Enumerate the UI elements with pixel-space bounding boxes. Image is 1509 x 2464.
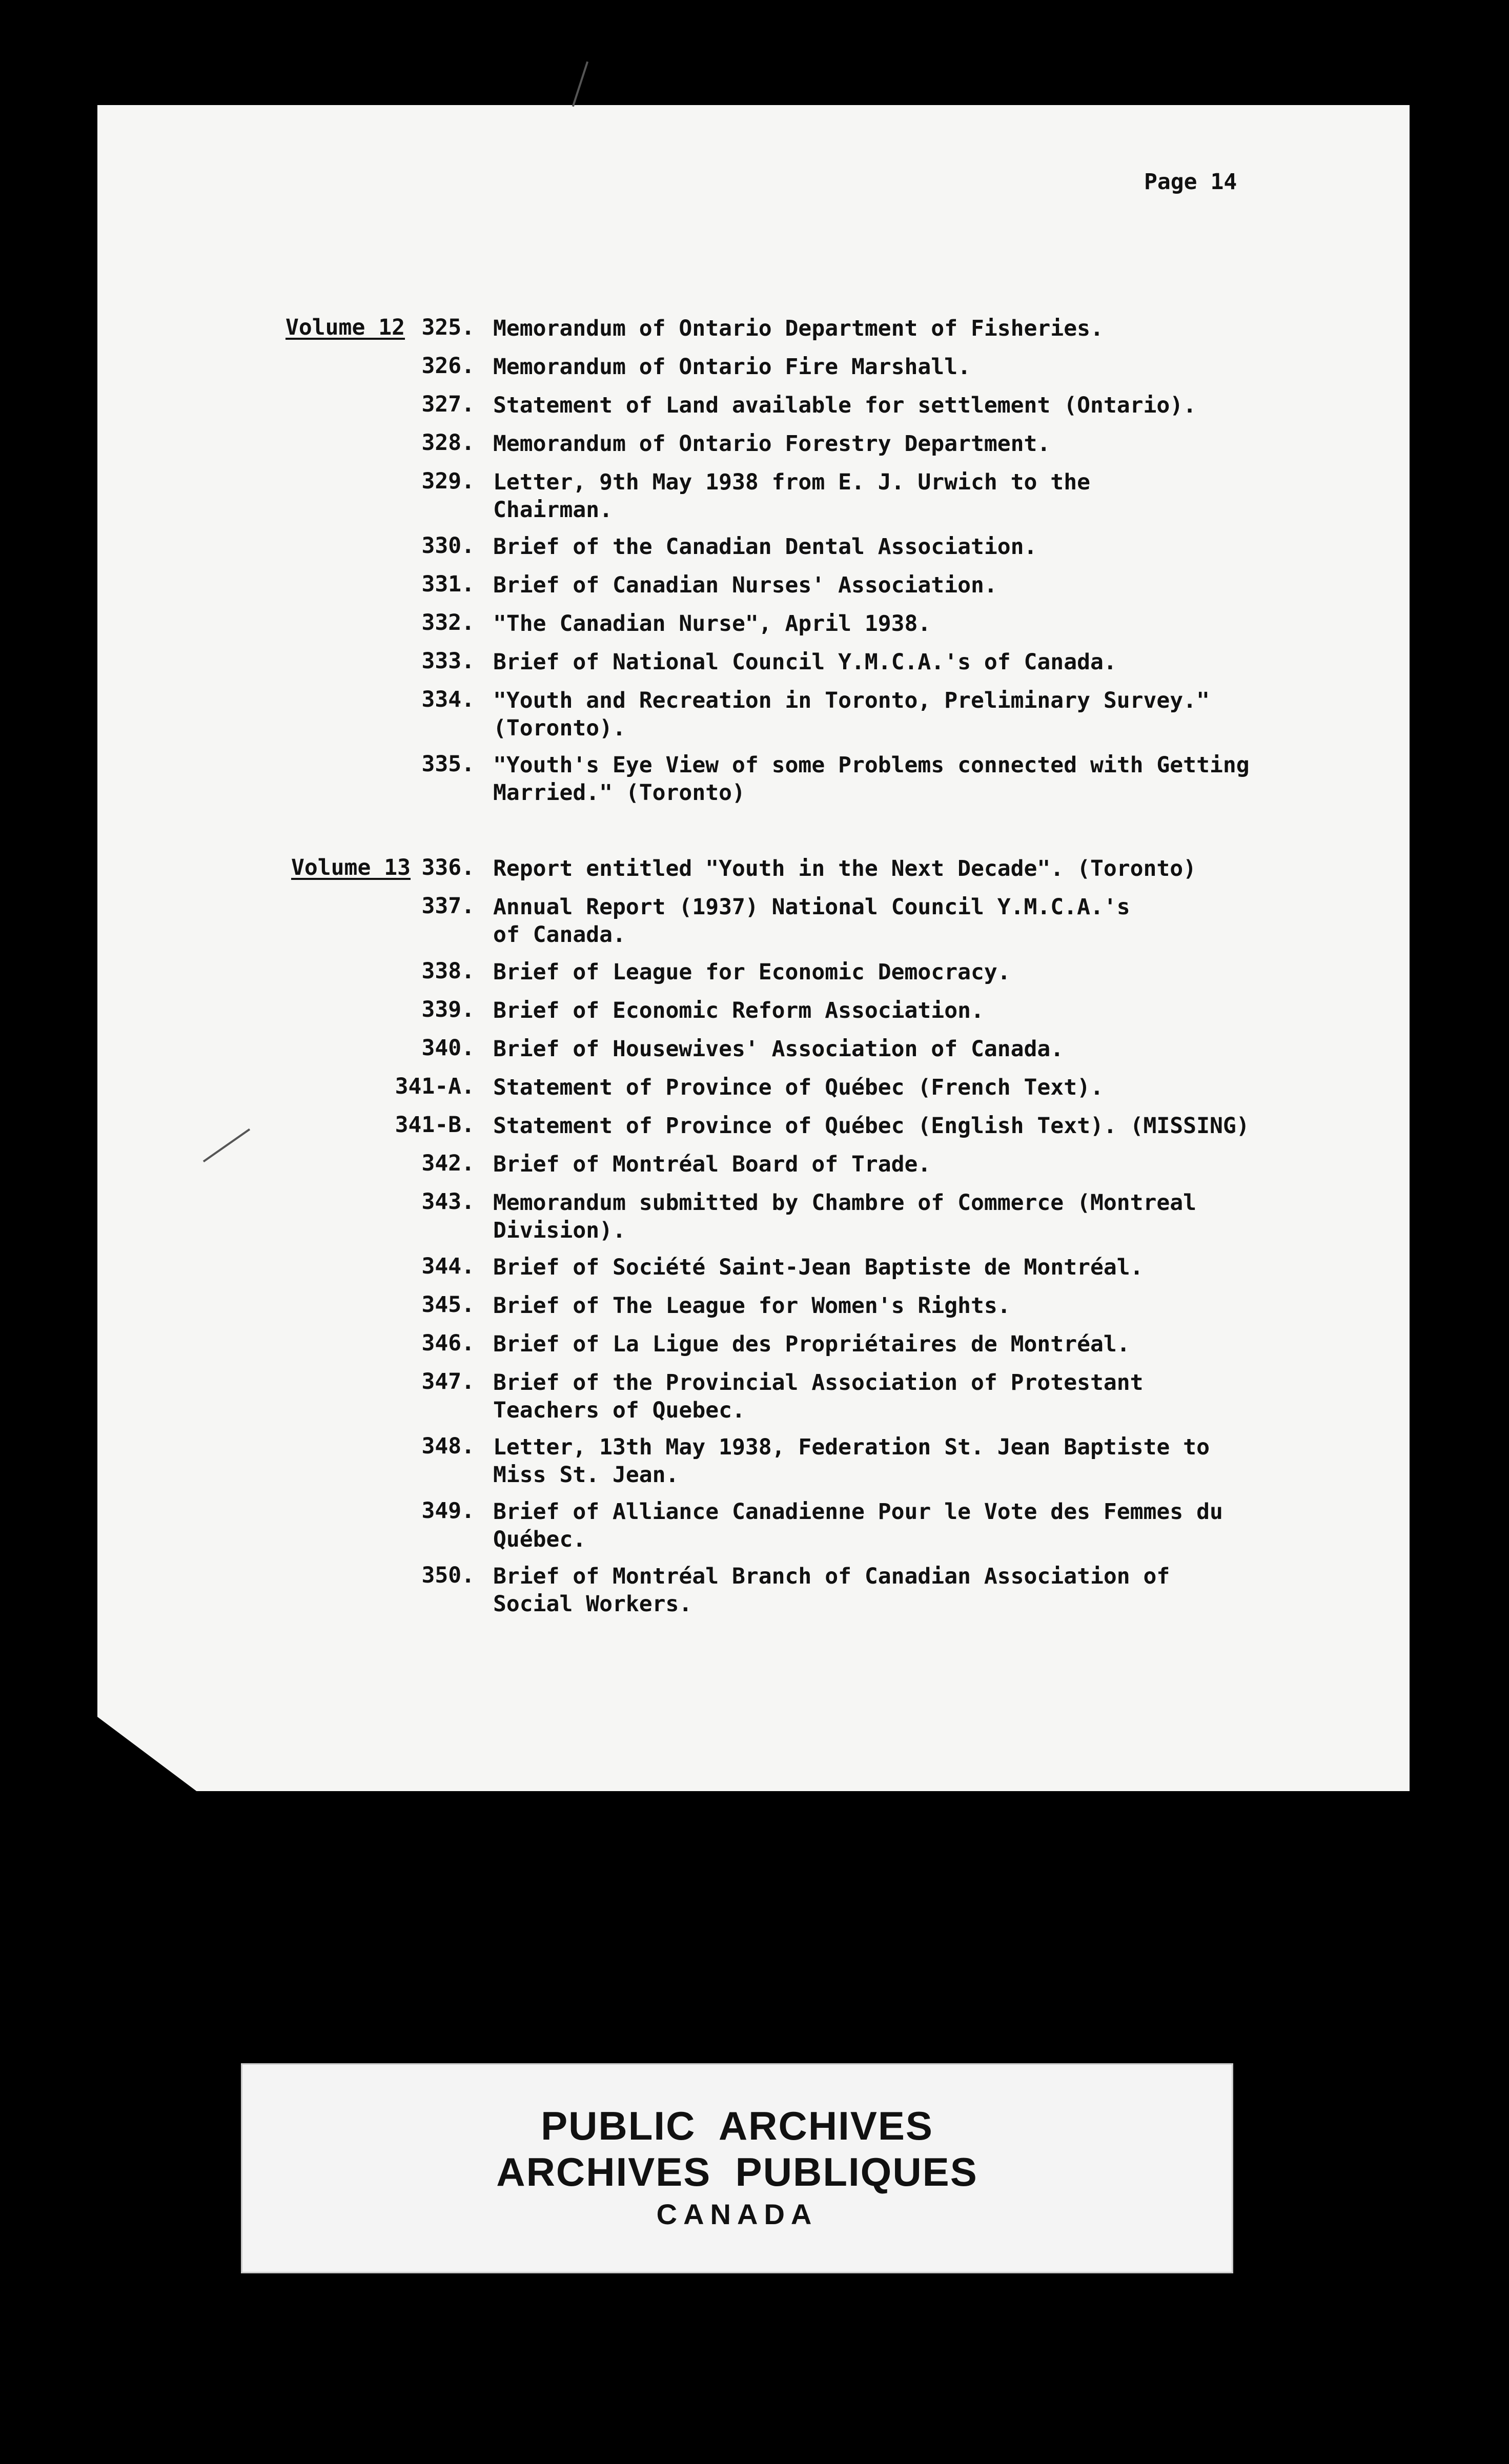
entry-text: Statement of Province of Québec (English Text). (MISSING)	[493, 1113, 1250, 1139]
entry-number: 343.	[421, 1189, 475, 1215]
volume-13-label: Volume 13	[291, 855, 411, 880]
entry-text: Letter, 13th May 1938, Federation St. Jean Baptiste to Miss St. Jean.	[493, 1434, 1210, 1488]
entry-number: 348.	[421, 1433, 475, 1459]
archive-label-text	[242, 2065, 1232, 2272]
entry-number: 342.	[421, 1151, 475, 1176]
entry-number: 336.	[421, 855, 475, 880]
entry-text: Brief of Canadian Nurses' Association.	[493, 572, 997, 598]
entry-text: Brief of The League for Women's Rights.	[493, 1293, 1011, 1319]
entry-text: "Youth's Eye View of some Problems connected with Getting Married." (Toronto)	[493, 752, 1250, 806]
entry-number: 349.	[421, 1498, 475, 1524]
entry-text: Brief of Economic Reform Association.	[493, 998, 984, 1023]
entry-text: Memorandum of Ontario Forestry Department.	[493, 431, 1051, 457]
entry-number: 345.	[421, 1292, 475, 1318]
entry-number: 326.	[421, 353, 475, 379]
archive-label-line-2: ARCHIVES PUBLIQUES	[496, 2149, 978, 2194]
entry-number: 332.	[421, 610, 475, 635]
entry-text: Brief of Housewives' Association of Canada.	[493, 1036, 1064, 1062]
archive-label-card	[241, 2063, 1233, 2273]
entry-number: 338.	[421, 958, 475, 984]
entry-text: Report entitled "Youth in the Next Decade". (Toronto)	[493, 856, 1197, 881]
entry-text: Memorandum submitted by Chambre of Commerce (Montreal Division).	[493, 1190, 1197, 1243]
entry-number: 330.	[421, 533, 475, 559]
entry-number: 325.	[421, 315, 475, 340]
entry-text: Brief of League for Economic Democracy.	[493, 959, 1011, 985]
entry-text: Brief of La Ligue des Propriétaires de Montréal.	[493, 1331, 1130, 1357]
entry-text: Brief of Montréal Board of Trade.	[493, 1152, 931, 1177]
entry-number: 347.	[421, 1369, 475, 1394]
entry-number: 327.	[421, 392, 475, 417]
stray-pen-mark	[572, 61, 588, 107]
entry-number: 340.	[421, 1035, 475, 1061]
entry-text: Memorandum of Ontario Fire Marshall.	[493, 354, 971, 380]
entry-text: Memorandum of Ontario Department of Fisheries.	[493, 316, 1104, 341]
entry-text: Brief of Alliance Canadienne Pour le Vote des Femmes du Québec.	[493, 1499, 1223, 1552]
archive-label-line-3: CANADA	[656, 2198, 818, 2230]
volume-12-label: Volume 12	[286, 315, 405, 340]
entry-text: Letter, 9th May 1938 from E. J. Urwich to the Chairman.	[493, 469, 1090, 523]
entry-text: Brief of National Council Y.M.C.A.'s of Canada.	[493, 649, 1117, 675]
entry-number: 341-A.	[395, 1074, 475, 1099]
entry-text: "Youth and Recreation in Toronto, Preliminary Survey." (Toronto).	[493, 688, 1210, 741]
entry-text: Statement of Land available for settlement (Ontario).	[493, 393, 1197, 418]
entry-number: 329.	[421, 468, 475, 494]
page-number: Page 14	[1144, 169, 1237, 195]
entry-number: 334.	[421, 687, 475, 712]
entry-number: 337.	[421, 893, 475, 919]
entry-number: 346.	[421, 1330, 475, 1356]
entry-text: Annual Report (1937) National Council Y.M.C.A.'s of Canada.	[493, 894, 1130, 948]
entry-number: 350.	[421, 1563, 475, 1588]
entry-number: 344.	[421, 1254, 475, 1279]
entry-number: 328.	[421, 430, 475, 456]
archive-label-line-1: PUBLIC ARCHIVES	[541, 2103, 933, 2148]
entry-number: 341-B.	[395, 1112, 475, 1138]
entry-number: 331.	[421, 571, 475, 597]
entry-text: "The Canadian Nurse", April 1938.	[493, 611, 931, 636]
entry-text: Brief of Montréal Branch of Canadian Association of Social Workers.	[493, 1564, 1170, 1617]
entry-text: Statement of Province of Québec (French Text).	[493, 1075, 1104, 1100]
entry-text: Brief of the Canadian Dental Association.	[493, 534, 1037, 560]
entry-text: Brief of the Provincial Association of Protestant Teachers of Quebec.	[493, 1370, 1144, 1423]
folded-corner	[97, 1717, 200, 1794]
entry-number: 339.	[421, 997, 475, 1022]
entry-number: 335.	[421, 751, 475, 777]
entry-number: 333.	[421, 648, 475, 674]
entry-text: Brief of Société Saint-Jean Baptiste de Montréal.	[493, 1255, 1144, 1280]
